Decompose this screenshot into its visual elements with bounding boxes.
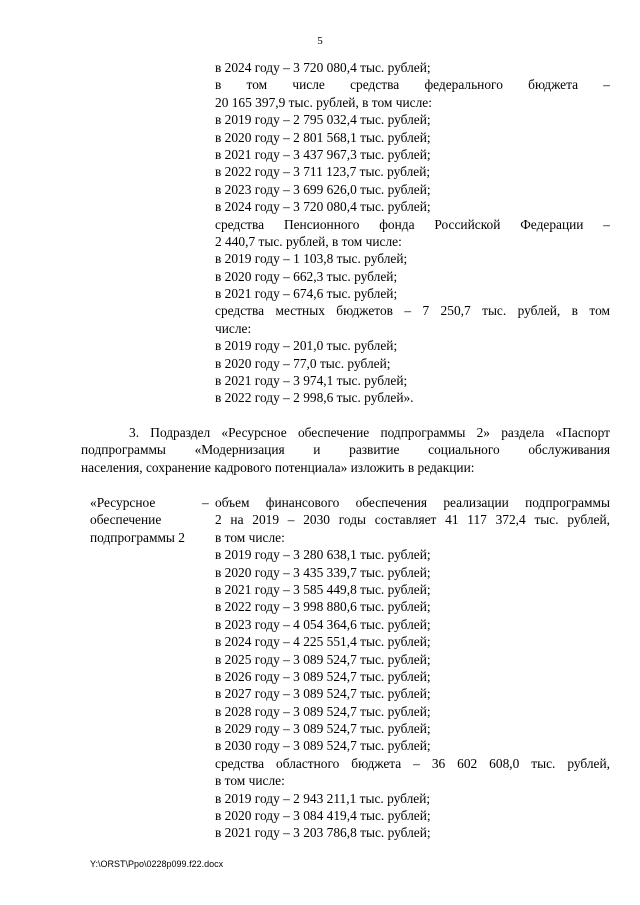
value-line: в том числе: (215, 773, 285, 789)
value-line: в 2025 году – 3 089 524,7 тыс. рублей; (215, 651, 431, 667)
funding-line: средства Пенсионного фонда Российской Федерации – (215, 216, 610, 232)
file-path-footer: Y:\ORST\Ppo\0228p099.f22.docx (90, 859, 224, 869)
funding-line: в 2020 году – 662,3 тыс. рублей; (215, 268, 398, 284)
funding-line: в 2021 году – 3 437 967,3 тыс. рублей; (215, 146, 431, 162)
funding-line: в 2024 году – 3 720 080,4 тыс. рублей; (215, 60, 431, 75)
value-line: в том числе: (215, 529, 285, 545)
value-line: в 2021 году – 3 585 449,8 тыс. рублей; (215, 581, 431, 597)
value-line: в 2022 году – 3 998 880,6 тыс. рублей; (215, 599, 431, 615)
value-line: в 2019 году – 2 943 211,1 тыс. рублей; (215, 790, 431, 806)
paragraph-line: населения, сохранение кадрового потенциала» изложить в редакции: (81, 459, 475, 475)
resource-value-cell (215, 494, 610, 842)
funding-line: средства местных бюджетов – 7 250,7 тыс. рублей, в том (215, 303, 610, 319)
funding-continuation-block (215, 59, 610, 407)
value-line: в 2023 году – 4 054 364,6 тыс. рублей; (215, 616, 431, 632)
value-line: в 2029 году – 3 089 524,7 тыс. рублей; (215, 721, 431, 737)
funding-line: в 2019 году – 1 103,8 тыс. рублей; (215, 251, 408, 267)
label-line: «Ресурсное (90, 495, 156, 510)
value-line: в 2021 году – 3 203 786,8 тыс. рублей; (215, 825, 431, 841)
paragraph-line: подпрограммы «Модернизация и развитие социального обслуживания (81, 442, 610, 458)
label-separator-dash: – (202, 495, 209, 510)
value-line: объем финансового обеспечения реализации подпрограммы (215, 495, 610, 510)
funding-line: в 2020 году – 77,0 тыс. рублей; (215, 355, 391, 371)
value-line: в 2024 году – 4 225 551,4 тыс. рублей; (215, 634, 431, 650)
funding-line: в 2021 году – 674,6 тыс. рублей; (215, 286, 398, 302)
value-line: в 2027 году – 3 089 524,7 тыс. рублей; (215, 686, 431, 702)
funding-line: в 2023 году – 3 699 626,0 тыс. рублей; (215, 181, 431, 197)
funding-line: 2 440,7 тыс. рублей, в том числе: (215, 233, 402, 249)
paragraph-line: 3. Подраздел «Ресурсное обеспечение подпрограммы 2» раздела «Паспорт (129, 425, 610, 440)
value-line: в 2020 году – 3 084 419,4 тыс. рублей; (215, 808, 431, 824)
funding-line: в 2019 году – 2 795 032,4 тыс. рублей; (215, 112, 431, 128)
funding-line: в 2022 году – 2 998,6 тыс. рублей». (215, 390, 414, 406)
value-line: в 2020 году – 3 435 339,7 тыс. рублей; (215, 564, 431, 580)
funding-line: в 2024 году – 3 720 080,4 тыс. рублей; (215, 199, 431, 215)
funding-line: в том числе средства федерального бюджета – (215, 77, 610, 93)
funding-line: в 2020 году – 2 801 568,1 тыс. рублей; (215, 129, 431, 145)
label-line: подпрограммы 2 (90, 529, 185, 545)
funding-line: в 2021 году – 3 974,1 тыс. рублей; (215, 373, 408, 389)
resource-label-cell (90, 494, 202, 546)
value-line: 2 на 2019 – 2030 годы составляет 41 117 372,4 тыс. рублей, (215, 512, 610, 528)
value-line: в 2026 году – 3 089 524,7 тыс. рублей; (215, 668, 431, 684)
value-line: в 2019 году – 3 280 638,1 тыс. рублей; (215, 547, 431, 563)
value-line: средства областного бюджета – 36 602 608,0 тыс. рублей, (215, 755, 610, 771)
page-number: 5 (317, 35, 323, 47)
funding-line: 20 165 397,9 тыс. рублей, в том числе: (215, 94, 432, 110)
label-line: обеспечение (90, 512, 162, 528)
funding-line: в 2022 году – 3 711 123,7 тыс. рублей; (215, 164, 431, 180)
value-line: в 2028 году – 3 089 524,7 тыс. рублей; (215, 703, 431, 719)
funding-line: числе: (215, 320, 252, 336)
funding-line: в 2019 году – 201,0 тыс. рублей; (215, 338, 398, 354)
amendment-paragraph (81, 424, 610, 476)
value-line: в 2030 году – 3 089 524,7 тыс. рублей; (215, 738, 431, 754)
